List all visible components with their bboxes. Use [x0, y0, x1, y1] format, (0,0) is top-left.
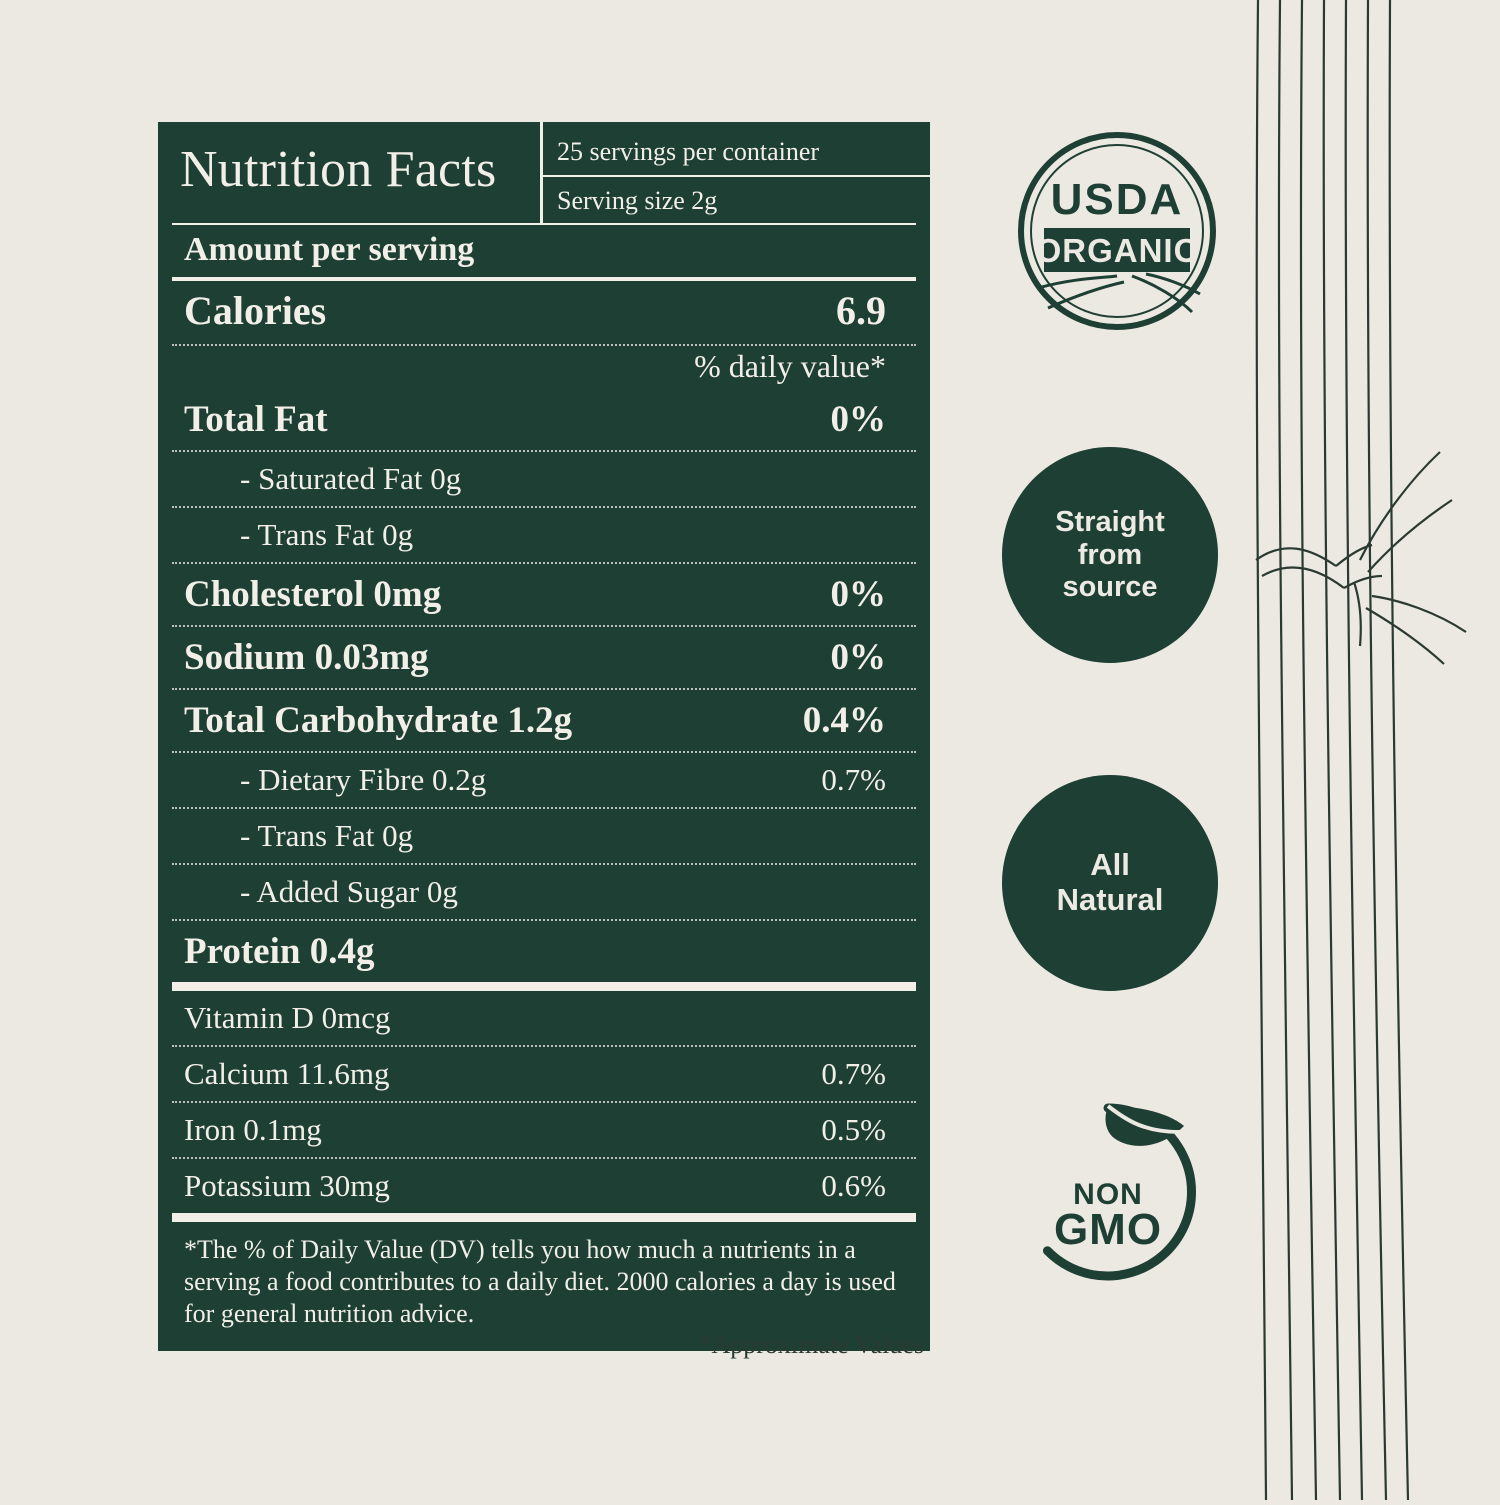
divider-heavy	[172, 1213, 916, 1222]
vitamin-value: 0.7%	[821, 1056, 886, 1092]
calories-value: 6.9	[836, 288, 886, 334]
nutrient-row	[172, 508, 916, 564]
vitamin-value: 0.5%	[821, 1112, 886, 1148]
badge-usda-organic	[1014, 128, 1220, 334]
nutrient-value: 0%	[830, 399, 886, 441]
nutrient-label: - Saturated Fat 0g	[240, 461, 462, 497]
nutrient-row	[172, 564, 916, 627]
divider-heavy	[172, 982, 916, 991]
nutrient-row	[172, 452, 916, 508]
panel-header	[158, 122, 930, 223]
svg-text:ORGANIC: ORGANIC	[1035, 232, 1199, 269]
page-title: Nutrition Facts	[180, 141, 497, 198]
nutrient-label: Total Carbohydrate 1.2g	[184, 700, 573, 742]
nutrient-row	[172, 865, 916, 921]
decorative-plant-stems	[1240, 0, 1500, 1500]
nutrient-label: - Trans Fat 0g	[240, 818, 414, 854]
svg-text:USDA: USDA	[1050, 175, 1184, 224]
nutrient-label: Protein 0.4g	[184, 931, 375, 973]
nutrient-row	[172, 627, 916, 690]
svg-text:GMO: GMO	[1053, 1205, 1163, 1254]
badge-non-gmo	[1008, 1092, 1208, 1292]
nutrient-label: Total Fat	[184, 399, 328, 441]
nutrient-label: Cholesterol 0mg	[184, 574, 442, 616]
nutrient-label: Sodium 0.03mg	[184, 637, 429, 679]
nutrient-row	[172, 921, 916, 982]
svg-text:NON: NON	[1073, 1178, 1143, 1211]
nutrient-label: - Dietary Fibre 0.2g	[240, 762, 487, 798]
nutrient-row	[172, 809, 916, 865]
calories-label: Calories	[184, 288, 327, 334]
daily-value-header: % daily value*	[694, 348, 886, 385]
calories-row	[172, 281, 916, 346]
nutrient-row	[172, 389, 916, 452]
badge-source-text: Straight from source	[1055, 506, 1165, 604]
badge-straight-from-source	[1002, 447, 1218, 663]
badge-natural-text: All Natural	[1056, 847, 1164, 917]
vitamin-value: 0.6%	[821, 1168, 886, 1204]
badge-all-natural	[1002, 775, 1218, 991]
nutrient-rows	[158, 281, 930, 982]
nutrition-facts-panel	[158, 122, 930, 1351]
vitamin-row	[172, 991, 916, 1047]
nutrient-row	[172, 690, 916, 753]
servings-per-container: 25 servings per container	[543, 122, 930, 177]
nutrient-row	[172, 753, 916, 809]
vitamin-label: Calcium 11.6mg	[184, 1056, 390, 1092]
nutrient-label: - Added Sugar 0g	[240, 874, 458, 910]
serving-size: Serving size 2g	[557, 185, 718, 215]
vitamin-label: Iron 0.1mg	[184, 1112, 322, 1148]
nutrient-value: 0%	[830, 637, 886, 679]
amount-per-serving: Amount per serving	[184, 231, 475, 269]
vitamin-label: Vitamin D 0mcg	[184, 1000, 391, 1036]
vitamin-row	[172, 1047, 916, 1103]
nutrient-value: 0%	[830, 574, 886, 616]
nutrient-value: 0.7%	[821, 762, 886, 798]
footnote: *The % of Daily Value (DV) tells you how much a nutrients in a serving a food contributes to a daily diet. 2000 calories a day is used for general nutrition advice.	[184, 1235, 896, 1328]
nutrient-value: 0.4%	[802, 700, 886, 742]
approximate-values-note: *Approximate Values	[698, 1330, 924, 1359]
vitamin-row	[172, 1103, 916, 1159]
nutrient-label: - Trans Fat 0g	[240, 517, 414, 553]
vitamin-rows	[158, 991, 930, 1213]
vitamin-row	[172, 1159, 916, 1213]
daily-value-header-row	[172, 346, 916, 389]
serving-info	[540, 122, 930, 223]
vitamin-label: Potassium 30mg	[184, 1168, 390, 1204]
